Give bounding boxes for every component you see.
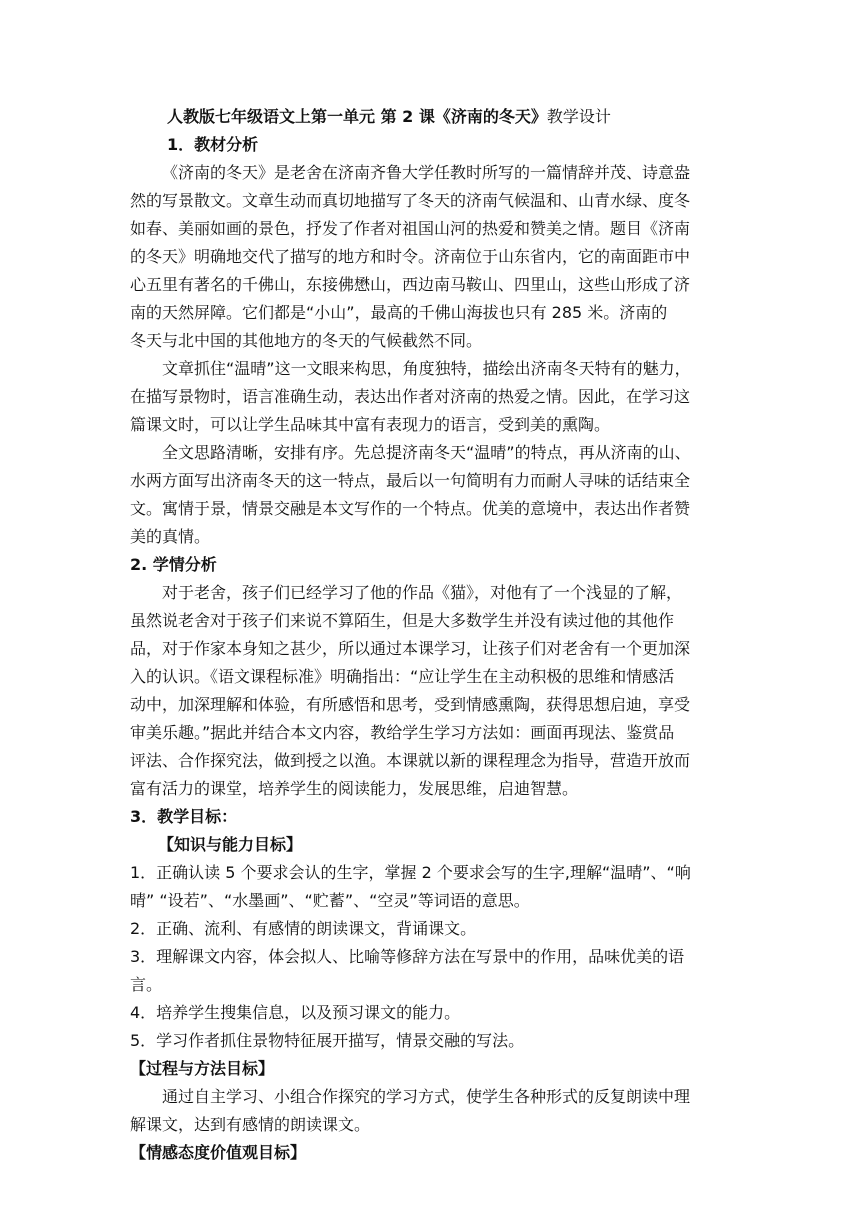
text-line: 文。寓情于景，情景交融是本文写作的一个特点。优美的意境中，表达出作者赞 [130, 499, 691, 518]
text-line: 美的真情。 [130, 527, 211, 546]
emotion-objectives-heading: 【情感态度价值观目标】 [130, 1143, 307, 1162]
text-line: 然的写景散文。文章生动而真切地描写了冬天的济南气候温和、山青水绿、度冬 [130, 191, 691, 210]
text-line: 水两方面写出济南冬天的这一特点，最后以一句简明有力而耐人寻味的话结束全 [130, 471, 691, 490]
text-line: 品，对于作家本身知之甚少，所以通过本课学习，让孩子们对老舍有一个更加深 [130, 639, 691, 658]
objective-item: 4．培养学生搜集信息，以及预习课文的能力。 [130, 1003, 461, 1022]
knowledge-objectives-list [130, 859, 732, 1055]
title-tail: 教学设计 [546, 107, 611, 126]
text-line: 对于老舍，孩子们已经学习了他的作品《猫》，对他有了一个浅显的了解， [162, 583, 683, 602]
section-heading-3: 3．教学目标： [130, 807, 238, 826]
text-line: 入的认识。《语文课程标准》明确指出：“应让学生在主动积极的思维和情感活 [130, 667, 675, 686]
text-line: 解课文，达到有感情的朗读课文。 [130, 1115, 371, 1134]
objective-item: 2．正确、流利、有感情的朗读课文，背诵课文。 [130, 919, 477, 938]
text-line: 篇课文时，可以让学生品味其中富有表现力的语言，受到美的熏陶。 [130, 415, 611, 434]
text-line: 心五里有著名的千佛山，东接佛懋山，西边南马鞍山、四里山，这些山形成了济 [130, 275, 691, 294]
text-line: 评法、合作探究法，做到授之以渔。本课就以新的课程理念为指导，营造开放而 [130, 751, 691, 770]
process-objectives-heading: 【过程与方法目标】 [130, 1059, 275, 1078]
document-page [130, 103, 732, 1167]
section-1-paragraph-2 [130, 355, 732, 439]
text-line: 虽然说老舍对于孩子们来说不算陌生，但是大多数学生并没有读过他的其他作 [130, 611, 675, 630]
document-title [130, 103, 732, 131]
process-objectives-paragraph [130, 1083, 732, 1139]
text-line: 《济南的冬天》是老舍在济南齐鲁大学任教时所写的一篇情辞并茂、诗意盎 [162, 163, 691, 182]
text-line: 如春、美丽如画的景色，抒发了作者对祖国山河的热爱和赞美之情。题目《济南 [130, 219, 691, 238]
objective-item: 5．学习作者抓住景物特征展开描写，情景交融的写法。 [130, 1031, 525, 1050]
objective-item: 1．正确认读 5 个要求会认的生字，掌握 2 个要求会写的生字,理解“温晴”、“响 [130, 863, 691, 882]
text-line: 审美乐趣。”据此并结合本文内容，教给学生学习方法如：画面再现法、鉴赏品 [130, 723, 675, 742]
text-line: 全文思路清晰，安排有序。先总提济南冬天“温晴”的特点，再从济南的山、 [162, 443, 691, 462]
text-line: 通过自主学习、小组合作探究的学习方式，使学生各种形式的反复朗读中理 [162, 1087, 691, 1106]
text-line: 在描写景物时，语言准确生动，表达出作者对济南的热爱之情。因此，在学习这 [130, 387, 691, 406]
section-heading-2: 2. 学情分析 [130, 555, 217, 574]
text-line: 动中，加深理解和体验，有所感悟和思考，受到情感熏陶，获得思想启迪，享受 [130, 695, 691, 714]
text-line: 南的天然屏障。它们都是“小山”，最高的千佛山海拔也只有 285 米。济南的 [130, 303, 668, 322]
section-1-paragraph-1 [130, 159, 732, 355]
text-line: 的冬天》明确地交代了描写的地方和时令。济南位于山东省内，它的南面距市中 [130, 247, 691, 266]
section-heading-1: 1．教材分析 [167, 135, 259, 154]
objective-item: 3．理解课文内容，体会拟人、比喻等修辞方法在写景中的作用，品味优美的语 [130, 947, 685, 966]
objective-item: 言。 [130, 975, 163, 994]
text-line: 冬天与北中国的其他地方的冬天的气候截然不同。 [130, 331, 483, 350]
section-1-paragraph-3 [130, 439, 732, 551]
objective-item: 晴” “设若”、“水墨画”、“贮蓄”、“空灵”等词语的意思。 [130, 891, 530, 910]
text-line: 富有活力的课堂，培养学生的阅读能力，发展思维，启迪智慧。 [130, 779, 579, 798]
text-line: 文章抓住“温晴”这一文眼来构思，角度独特，描绘出济南冬天特有的魅力， [162, 359, 691, 378]
section-2-paragraph-1 [130, 579, 732, 803]
title-main: 人教版七年级语文上第一单元 第 2 课《济南的冬天》 [167, 107, 547, 126]
knowledge-objectives-heading: 【知识与能力目标】 [158, 835, 303, 854]
